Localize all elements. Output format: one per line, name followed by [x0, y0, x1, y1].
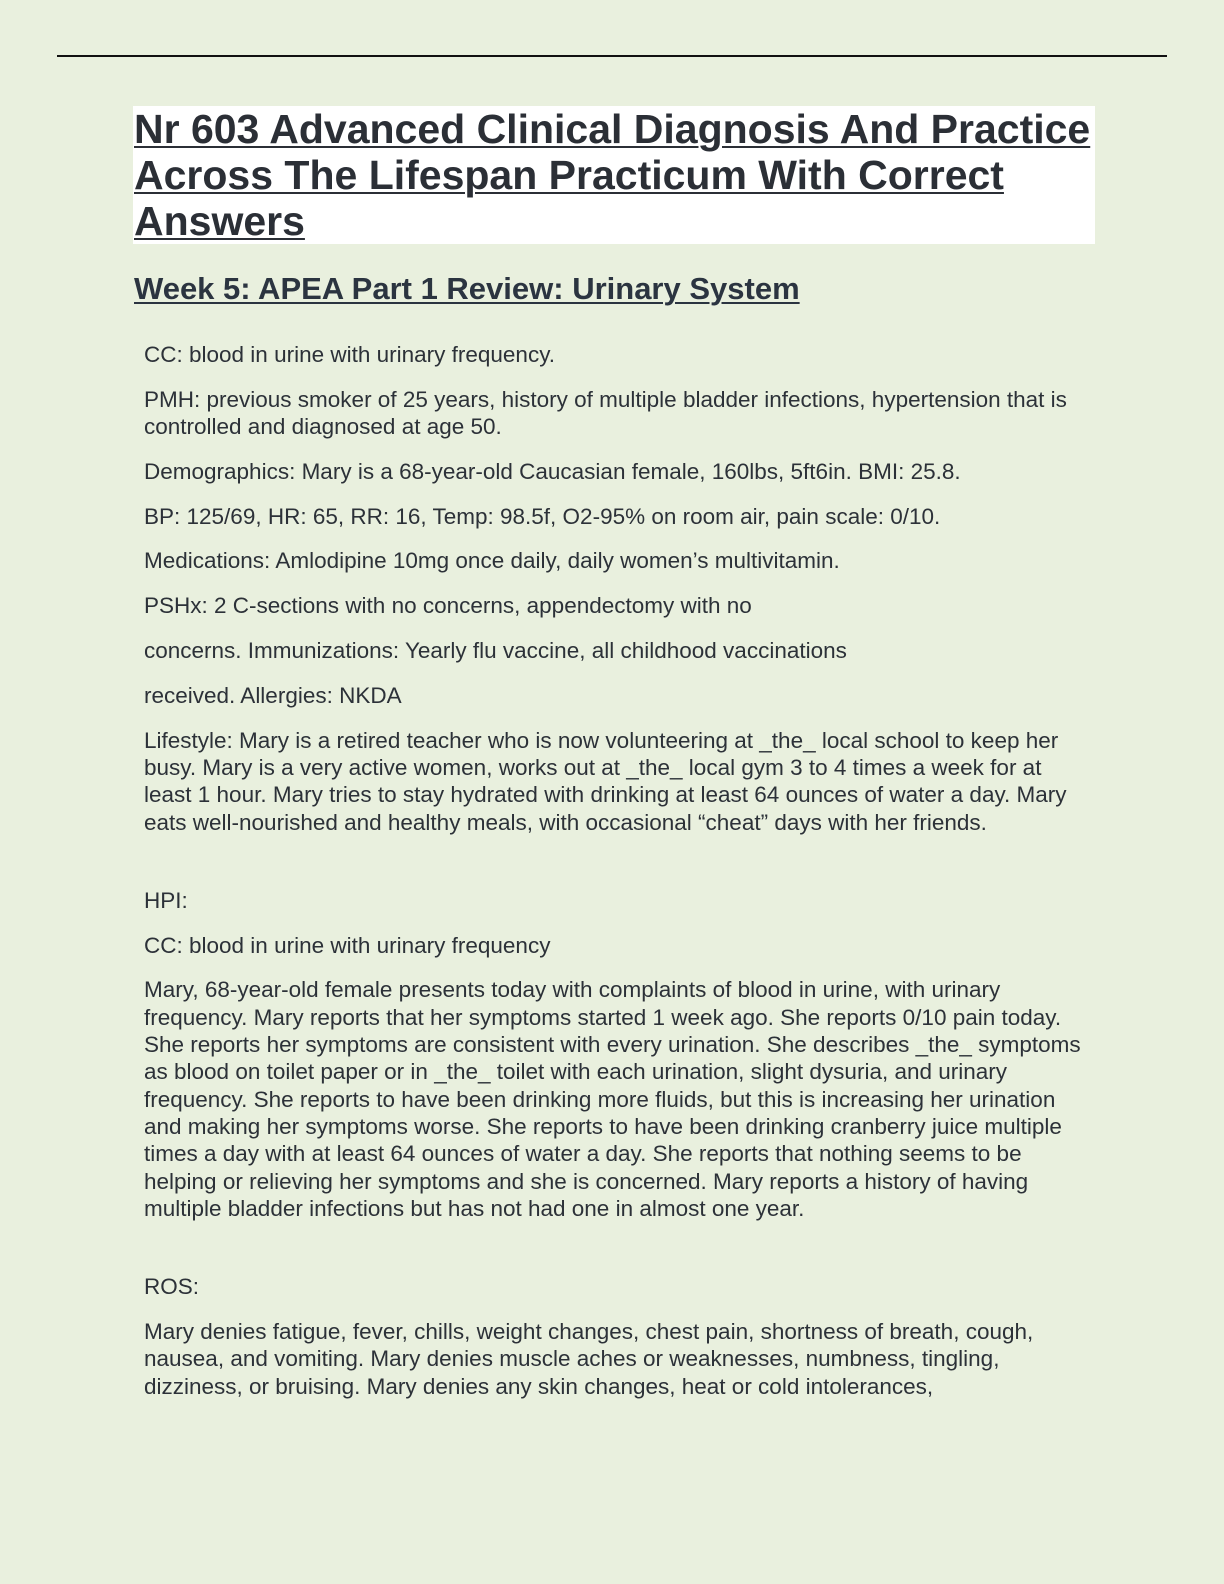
immunizations: concerns. Immunizations: Yearly flu vaccine, all childhood vaccinations	[144, 638, 847, 664]
lifestyle: Lifestyle: Mary is a retired teacher who is now volunteering at _the_ local school to keep her busy. Mary is a very active women, works out at _the_ local gym 3 to 4 times a week for at least 1 hour. Mary tries to stay hydrated with drinking at least 64 ounces of water a day. Mary eats well-nourished and healthy meals, with occasional “cheat” days with her friends.	[144, 727, 1067, 835]
hpi-narrative: Mary, 68-year-old female presents today with complaints of blood in urine, with urinary frequency. Mary reports that her symptoms started 1 week ago. She reports 0/10 pain today. She reports her symptoms are consistent with every urination. She describes _the_ symptoms as blood on toilet paper or in _the_ toilet with each urination, slight dysuria, and urinary frequency. She reports to have been drinking more fluids, but this is increasing her urination and making her symptoms worse. She reports to have been drinking cranberry juice multiple times a day with at least 64 ounces of water a day. She reports that nothing seems to be helping or relieving her symptoms and she is concerned. Mary reports a history of having multiple bladder infections but has not had one in almost one year.	[144, 977, 1081, 1221]
document-body	[144, 341, 1089, 1417]
ros-heading: ROS:	[144, 1274, 200, 1300]
demographics: Demographics: Mary is a 68-year-old Caucasian female, 160lbs, 5ft6in. BMI: 25.8.	[144, 458, 961, 484]
hpi-chief-complaint: CC: blood in urine with urinary frequency	[144, 932, 551, 958]
allergies: received. Allergies: NKDA	[144, 682, 402, 708]
vital-signs: BP: 125/69, HR: 65, RR: 16, Temp: 98.5f, O2-95% on room air, pain scale: 0/10.	[144, 503, 941, 529]
chief-complaint: CC: blood in urine with urinary frequency.	[144, 342, 556, 367]
section-heading: Week 5: APEA Part 1 Review: Urinary System	[134, 271, 800, 306]
hpi-heading: HPI:	[144, 887, 188, 913]
ros-narrative: Mary denies fatigue, fever, chills, weight changes, chest pain, shortness of breath, cough, nausea, and vomiting. Mary denies muscle aches or weaknesses, numbness, tingling, dizziness, or bruising. Mary denies any skin changes, heat or cold intolerances,	[144, 1318, 1034, 1399]
surgical-history: PSHx: 2 C-sections with no concerns, appendectomy with no	[144, 593, 752, 619]
header-rule	[57, 55, 1167, 57]
medications: Medications: Amlodipine 10mg once daily, daily women’s multivitamin.	[144, 548, 840, 574]
past-medical-history: PMH: previous smoker of 25 years, history of multiple bladder infections, hypertension that is controlled and diagnosed at age 50.	[144, 386, 1067, 440]
document-title: Nr 603 Advanced Clinical Diagnosis And Practice Across The Lifespan Practicum With Correct Answers	[134, 106, 1091, 244]
